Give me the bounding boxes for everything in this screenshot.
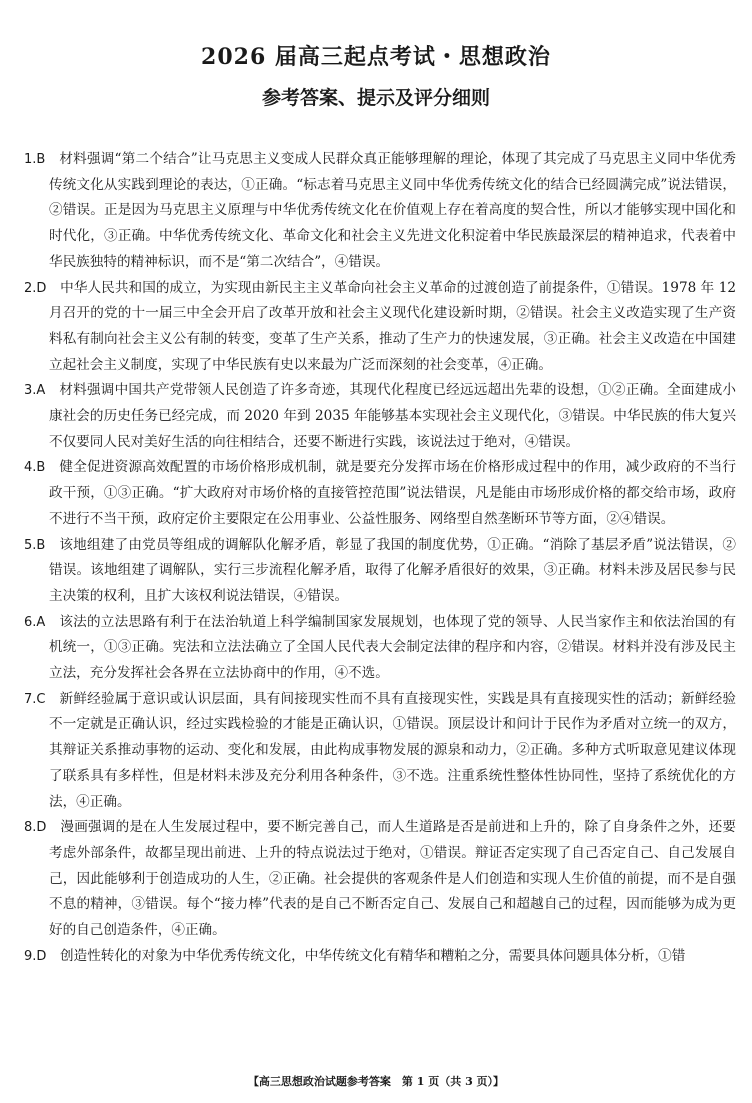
answer-number: 8.D (24, 820, 47, 836)
page-footer: 【高三思想政治试题参考答案 第 1 页（共 3 页）】 (247, 1075, 505, 1088)
answer-item-5 (24, 533, 736, 610)
answer-item-6 (24, 610, 736, 687)
answer-item-8 (24, 815, 736, 944)
answer-explanation: 该地组建了由党员等组成的调解队化解矛盾，彰显了我国的制度优势，①正确。“消除了基层矛盾”说法错误，②错误。该地组建了调解队，实行三步流程化解矛盾，取得了化解矛盾很好的效果，③正确。材料未涉及居民参与民主决策的权利，且扩大该权利说法错误，④错误。 (49, 536, 736, 604)
answer-number: 1.B (24, 152, 46, 167)
page-title: 2026 届高三起点考试・思想政治 (201, 44, 551, 70)
answer-explanation: 健全促进资源高效配置的市场价格形成机制，就是要充分发挥市场在价格形成过程中的作用，减少政府的不当行政干预，①③正确。“扩大政府对市场价格的直接管控范围”说法错误，凡是能由市场形成价格的都交给市场，政府不进行不当干预，政府定价主要限定在公用事业、公益性服务、网络型自然垄断环节等方面，②④错误。 (49, 459, 736, 527)
answer-number: 2.D (24, 280, 47, 296)
answer-item-7 (24, 687, 736, 816)
answer-explanation: 中华人民共和国的成立，为实现由新民主主义革命向社会主义革命的过渡创造了前提条件，①错误。1978 年 12 月召开的党的十一届三中全会开启了改革开放和社会主义现代化建设新时期，②错误。社会主义改造实现了生产资料私有制向社会主义公有制的转变，变革了生产关系，推动了生产力的快速发展，③正确。社会主义改造在中国建立起社会主义制度，实现了中华民族有史以来最为广泛而深刻的社会变革，④正确。 (49, 279, 736, 373)
answer-list (24, 147, 736, 1065)
answer-explanation: 漫画强调的是在人生发展过程中，要不断完善自己，而人生道路是否是前进和上升的，除了自身条件之外，还要考虑外部条件，故都呈现出前进、上升的特点说法过于绝对，①错误。辩证否定实现了自己否定自己、自己发展自己，因此能够利于创造成功的人生，②正确。社会提供的客观条件是人们创造和实现人生价值的前提，而不是自强不息的精神，③错误。每个“接力棒”代表的是自己不断否定自己、发展自己和超越自己的过程，因而能够为成为更好的自己创造条件，④正确。 (49, 819, 736, 939)
answer-number: 3.A (24, 383, 46, 399)
answer-item-9 (24, 944, 736, 970)
answer-item-3 (24, 378, 736, 455)
answer-number: 4.B (24, 460, 46, 476)
answer-item-4 (24, 455, 736, 532)
answer-number: 6.A (24, 614, 46, 630)
answer-item-1 (24, 147, 736, 276)
answer-explanation: 材料强调“第二个结合”让马克思主义变成人民群众真正能够理解的理论，体现了其完成了马克思主义同中华优秀传统文化从实践到理论的表达，①正确。“标志着马克思主义同中华优秀传统文化的结合已经圆满完成”说法错误，②错误。正是因为马克思主义原理与中华优秀传统文化在价值观上存在着高度的契合性，所以才能够实现中国化和时代化，③正确。中华优秀传统文化、革命文化和社会主义先进文化积淀着中华民族最深层的精神追求，代表着中华民族独特的精神标识，而不是“第二次结合”，④错误。 (49, 151, 736, 270)
page-subtitle: 参考答案、提示及评分细则 (261, 87, 490, 109)
answer-explanation: 新鲜经验属于意识或认识层面，具有间接现实性而不具有直接现实性，实践是具有直接现实性的活动；新鲜经验不一定就是正确认识，经过实践检验的才能是正确认识，①错误。顶层设计和问计于民作为矛盾对立统一的双方，其辩证关系推动事物的运动、变化和发展，由此构成事物发展的源泉和动力，②正确。多种方式听取意见建议体现了联系具有多样性，但是材料未涉及充分利用各种条件，③不选。注重系统性整体性协同性，坚持了系统优化的方法，④正确。 (49, 690, 736, 810)
answer-explanation: 该法的立法思路有利于在法治轨道上科学编制国家发展规划，也体现了党的领导、人民当家作主和依法治国的有机统一，①③正确。宪法和立法法确立了全国人民代表大会制定法律的程序和内容，②错误。材料并没有涉及民主立法，充分发挥社会各界在立法协商中的作用，④不选。 (49, 613, 736, 682)
answer-explanation: 材料强调中国共产党带领人民创造了许多奇迹，其现代化程度已经远远超出先辈的设想，①②正确。全面建成小康社会的历史任务已经完成，而 2020 年到 2035 年能够基本实现社会主义现代化，③错误。中华民族的伟大复兴不仅要同人民对美好生活的向往相结合，还要不断进行实践，该说法过于绝对，④错误。 (49, 382, 736, 450)
answer-item-2 (24, 276, 736, 379)
answer-explanation: 创造性转化的对象为中华优秀传统文化，中华传统文化有精华和糟粕之分，需要具体问题具体分析，①错 (60, 947, 686, 964)
answer-number: 7.C (24, 691, 46, 707)
answer-number: 5.B (24, 537, 46, 553)
answer-number: 9.D (24, 948, 47, 964)
